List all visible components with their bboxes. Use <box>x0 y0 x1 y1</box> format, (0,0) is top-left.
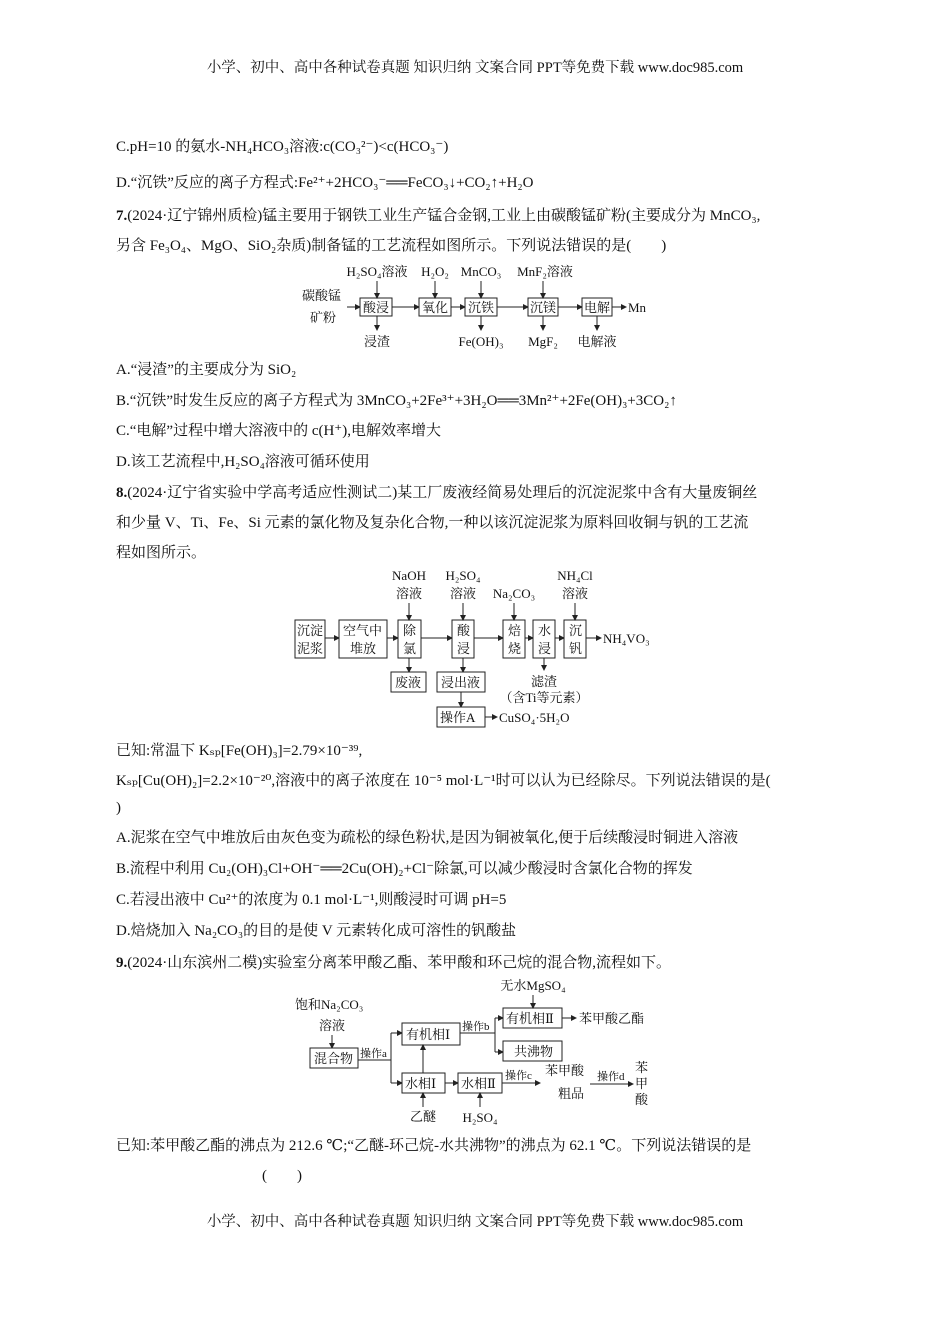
residue-note: （含Ti等元素） <box>499 690 589 705</box>
operation-b-label: 操作b <box>462 1021 490 1033</box>
operation-a-label: 操作a <box>360 1048 387 1060</box>
reagent-label: H₂O₂ <box>421 264 449 279</box>
q7-flow-diagram <box>290 260 670 355</box>
step-label: 沉镁 <box>530 300 557 315</box>
azeotrope-label: 共沸物 <box>514 1044 554 1059</box>
drying-agent-label: 无水MgSO₄ <box>500 978 566 993</box>
reagent-label: MnF₂溶液 <box>517 264 573 279</box>
aqueous-phase-1-label: 水相Ⅰ <box>405 1076 437 1091</box>
acid-label: H₂SO₄ <box>462 1110 498 1125</box>
residue-label: 滤渣 <box>530 674 558 689</box>
q7-option-c: C.“电解”过程中增大溶液中的 c(H⁺),电解效率增大 <box>116 423 441 439</box>
step-label: 空气中 <box>343 623 383 638</box>
question-number: 7. <box>116 208 128 224</box>
q8-flow-diagram <box>280 565 680 735</box>
q7-option-b: B.“沉铁”时发生反应的离子方程式为 3MnCO₃+2Fe³⁺+3H₂O══3Mn²⁺+2Fe(OH)₃+3CO₂↑ <box>116 393 677 409</box>
q8-stem-line2: 和少量 V、Ti、Fe、Si 元素的氯化物及复杂化合物,一种以该沉淀泥浆为原料回收铜与钒的工艺流 <box>116 515 749 531</box>
q6-option-d: D.“沉铁”反应的离子方程式:Fe²⁺+2HCO₃⁻══FeCO₃↓+CO₂↑+H₂O <box>116 175 534 191</box>
operation-c-label: 操作c <box>505 1070 532 1082</box>
step-label: 泥浆 <box>297 641 324 656</box>
q8-stem-text: (2024·辽宁省实验中学高考适应性测试二)某工厂废液经简易处理后的沉淀泥浆中含有大量废铜丝 <box>127 485 758 501</box>
aqueous-phase-2-label: 水相Ⅱ <box>461 1076 496 1091</box>
q8-stem <box>116 483 757 503</box>
crude-label: 粗品 <box>558 1086 585 1101</box>
byproduct-label: Fe(OH)₃ <box>458 334 504 349</box>
waste-label: 废液 <box>395 675 422 690</box>
feed-label: 溶液 <box>318 1018 346 1033</box>
crude-label: 苯甲酸 <box>545 1063 585 1078</box>
question-number: 8. <box>116 485 128 501</box>
q8-option-d: D.焙烧加入 Na₂CO₃的目的是使 V 元素转化成可溶性的钒酸盐 <box>116 923 517 939</box>
ester-label: 苯甲酸乙酯 <box>579 1011 645 1026</box>
page-header: 小学、初中、高中各种试卷真题 知识归纳 文案合同 PPT等免费下载 www.doc985.com <box>206 60 744 76</box>
organic-phase-1-label: 有机相Ⅰ <box>406 1027 451 1042</box>
product-label: NH₄VO₃ <box>603 631 650 646</box>
product-label: Mn <box>628 300 647 315</box>
operation-a-label: 操作A <box>440 710 476 725</box>
byproduct-label: 浸渣 <box>363 334 391 349</box>
q9-stem <box>116 953 671 973</box>
reagent-label: H₂SO₄溶液 <box>346 264 408 279</box>
step-label: 浸 <box>538 641 552 656</box>
q9-answer-paren: ( ) <box>262 1168 302 1184</box>
q8-known-1: 已知:常温下 Kₛₚ[Fe(OH)₃]=2.79×10⁻³⁹, <box>116 743 363 759</box>
q8-option-c: C.若浸出液中 Cu²⁺的浓度为 0.1 mol·L⁻¹,则酸浸时可调 pH=5 <box>116 892 507 908</box>
step-label: 烧 <box>508 641 522 656</box>
final-label: 酸 <box>635 1092 649 1107</box>
reagent-label: 溶液 <box>449 586 477 601</box>
byproduct-label: MgF₂ <box>528 334 558 349</box>
step-label: 酸浸 <box>363 300 390 315</box>
organic-phase-2-label: 有机相Ⅱ <box>506 1011 554 1026</box>
step-label: 氧化 <box>422 300 449 315</box>
q7-stem-text: (2024·辽宁锦州质检)锰主要用于钢铁工业生产锰合金钢,工业上由碳酸锰矿粉(主要成分为 MnCO₃, <box>127 208 761 224</box>
q9-flow-diagram <box>290 975 670 1130</box>
diagram-label: 碳酸锰 <box>302 288 342 303</box>
byproduct-label: 电解液 <box>577 334 617 349</box>
ether-label: 乙醚 <box>409 1109 437 1124</box>
reagent-label: Na₂CO₃ <box>492 586 536 601</box>
leachate-label: 浸出液 <box>441 675 481 690</box>
q8-known-3: ) <box>116 800 121 816</box>
final-label: 苯 <box>635 1060 649 1075</box>
q6-option-c: C.pH=10 的氨水-NH₄HCO₃溶液:c(CO₃²⁻)<c(HCO₃⁻) <box>116 139 449 155</box>
q8-known-2: Kₛₚ[Cu(OH)₂]=2.2×10⁻²⁰,溶液中的离子浓度在 10⁻⁵ mol·L⁻¹时可以认为已经除尽。下列说法错误的是( <box>116 773 771 789</box>
step-label: 沉淀 <box>297 623 324 638</box>
q7-option-a: A.“浸渣”的主要成分为 SiO₂ <box>116 362 297 378</box>
reagent-label: 溶液 <box>561 586 589 601</box>
reagent-label: 溶液 <box>395 586 423 601</box>
step-label: 氯 <box>403 641 417 656</box>
copper-product-label: CuSO₄·5H₂O <box>499 710 570 725</box>
step-label: 沉铁 <box>468 300 495 315</box>
step-label: 沉 <box>569 623 583 638</box>
step-label: 钒 <box>569 641 583 656</box>
step-label: 水 <box>538 623 552 638</box>
question-number: 9. <box>116 955 128 971</box>
reagent-label: NaOH <box>392 568 426 583</box>
q7-option-d: D.该工艺流程中,H₂SO₄溶液可循环使用 <box>116 454 370 470</box>
q8-option-b: B.流程中利用 Cu₂(OH)₃Cl+OH⁻══2Cu(OH)₂+Cl⁻除氯,可以减少酸浸时含氯化合物的挥发 <box>116 861 693 877</box>
q8-stem-line3: 程如图所示。 <box>116 545 207 561</box>
reagent-label: H₂SO₄ <box>445 568 481 583</box>
step-label: 除 <box>403 623 417 638</box>
feed-label: 饱和Na₂CO₃ <box>295 997 364 1012</box>
mixture-label: 混合物 <box>314 1051 354 1066</box>
step-label: 焙 <box>508 623 522 638</box>
step-label: 浸 <box>457 641 471 656</box>
final-label: 甲 <box>635 1076 649 1091</box>
q8-option-a: A.泥浆在空气中堆放后由灰色变为疏松的绿色粉状,是因为铜被氧化,便于后续酸浸时铜进入溶液 <box>116 830 739 846</box>
operation-d-label: 操作d <box>597 1071 625 1083</box>
q9-stem-text: (2024·山东滨州二模)实验室分离苯甲酸乙酯、苯甲酸和环己烷的混合物,流程如下。 <box>127 955 671 971</box>
diagram-label: 矿粉 <box>310 310 337 325</box>
reagent-label: NH₄Cl <box>557 568 593 583</box>
q9-known: 已知:苯甲酸乙酯的沸点为 212.6 ℃;“乙醚-环己烷-水共沸物”的沸点为 62.1 ℃。下列说法错误的是 <box>116 1138 752 1154</box>
reagent-label: MnCO₃ <box>460 264 502 279</box>
step-label: 电解 <box>584 300 611 315</box>
step-label: 酸 <box>457 623 471 638</box>
step-label: 堆放 <box>350 641 377 656</box>
page-footer: 小学、初中、高中各种试卷真题 知识归纳 文案合同 PPT等免费下载 www.doc985.com <box>206 1214 744 1230</box>
q7-stem <box>116 206 760 226</box>
q7-stem-line2: 另含 Fe₃O₄、MgO、SiO₂杂质)制备锰的工艺流程如图所示。下列说法错误的是( ) <box>116 238 667 254</box>
